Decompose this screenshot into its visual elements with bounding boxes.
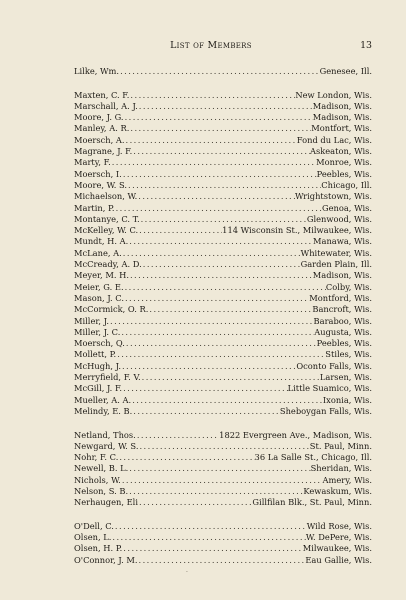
dot-leader xyxy=(128,463,310,474)
member-place: Wild Rose, Wis. xyxy=(306,520,372,531)
dot-leader xyxy=(122,248,301,259)
running-title: List of Members xyxy=(170,40,252,51)
member-name: Netland, Thos. xyxy=(74,429,136,440)
member-place: 1822 Evergreen Ave., Madison, Wis. xyxy=(219,429,372,440)
dot-leader xyxy=(131,395,323,406)
member-name: Mollett, P. xyxy=(74,349,117,360)
member-name: Michaelson, W. xyxy=(74,191,138,202)
member-place: Fond du Lac, Wis. xyxy=(296,134,372,145)
member-name: Manley, A. R. xyxy=(74,123,130,134)
member-place: Eau Gallie, Wis. xyxy=(305,554,372,565)
member-name: Nohr, F. C. xyxy=(74,452,119,463)
member-entry xyxy=(74,452,372,463)
member-place: Glenwood, Wis. xyxy=(306,213,372,224)
member-entry xyxy=(74,157,372,168)
member-name: O'Dell, C. xyxy=(74,520,114,531)
member-entry xyxy=(74,395,372,406)
dot-leader xyxy=(140,214,307,225)
member-place: Colby, Wis. xyxy=(325,281,372,292)
member-place: Larsen, Wis. xyxy=(319,372,372,383)
dot-leader xyxy=(138,225,222,236)
member-entry xyxy=(74,543,372,554)
member-name: Moersch, Q. xyxy=(74,338,125,349)
member-name: Nerhaugen, Eli xyxy=(74,497,138,508)
member-place: Madison, Wis. xyxy=(312,112,372,123)
member-name: Olsen, L. xyxy=(74,532,112,543)
member-place: Oconto Falls, Wis. xyxy=(296,360,372,371)
member-place: Augusta, Wis. xyxy=(314,326,372,337)
member-place: W. DePere, Wis. xyxy=(305,532,372,543)
dot-leader xyxy=(118,452,254,463)
member-name: Newgard, W. S. xyxy=(74,440,139,451)
member-entry xyxy=(74,532,372,543)
member-name: Merryfield, F. V. xyxy=(74,372,141,383)
member-entry xyxy=(74,248,372,259)
member-place: Sheridan, Wis. xyxy=(310,463,372,474)
dot-leader xyxy=(120,327,314,338)
dot-leader xyxy=(129,123,311,134)
member-entry xyxy=(74,293,372,304)
member-entry xyxy=(74,191,372,202)
dot-leader xyxy=(138,441,309,452)
member-place: St. Paul, Minn. xyxy=(309,440,372,451)
member-place: Milwaukee, Wis. xyxy=(302,543,372,554)
member-entry xyxy=(74,383,372,394)
member-entry xyxy=(74,180,372,191)
dot-leader xyxy=(138,101,313,112)
member-entry xyxy=(74,441,372,452)
member-entry xyxy=(74,146,372,157)
member-entry xyxy=(74,135,372,146)
member-place: Ixonia, Wis. xyxy=(322,394,372,405)
member-name: Nelson, S. B. xyxy=(74,485,129,496)
member-name: Moersch, A. xyxy=(74,134,125,145)
dot-leader xyxy=(116,349,325,360)
member-place: Gillfilan Blk., St. Paul, Minn. xyxy=(252,497,372,508)
member-name: Mueller, A. A. xyxy=(74,394,132,405)
member-place: Genesee, Ill. xyxy=(319,66,372,76)
group-spacer xyxy=(74,509,372,521)
member-entry xyxy=(74,497,372,508)
member-entry xyxy=(74,463,372,474)
member-name: Melindy, E. B. xyxy=(74,405,133,416)
dot-leader xyxy=(128,486,303,497)
member-name: Olsen, H. P. xyxy=(74,543,123,554)
dot-leader xyxy=(124,282,326,293)
member-entry xyxy=(74,304,372,315)
dot-leader xyxy=(122,169,317,180)
member-name: Newell, B. L. xyxy=(74,463,129,474)
member-name: Moore, J. G. xyxy=(74,112,124,123)
group-spacer xyxy=(74,417,372,429)
dot-leader xyxy=(119,66,320,77)
member-entry xyxy=(74,203,372,214)
member-entry xyxy=(74,259,372,270)
member-entry xyxy=(74,327,372,338)
member-place: Baraboo, Wis. xyxy=(313,315,372,326)
member-name: McHugh, J. xyxy=(74,360,121,371)
member-entry xyxy=(74,101,372,112)
member-place: Genoa, Wis. xyxy=(321,202,372,213)
dot-leader xyxy=(124,112,313,123)
member-name: McGill, J. F. xyxy=(74,383,123,394)
member-entry xyxy=(74,475,372,486)
member-name: McCormick, O. R. xyxy=(74,304,149,315)
page-header xyxy=(50,40,372,52)
member-entry xyxy=(74,338,372,349)
member-place: Chicago, Ill. xyxy=(321,179,372,190)
member-entry xyxy=(74,169,372,180)
member-place: Montfort, Wis. xyxy=(311,123,372,134)
dot-leader xyxy=(122,383,288,394)
dot-leader xyxy=(148,304,312,315)
member-place: Madison, Wis. xyxy=(312,270,372,281)
member-name: Montanye, C. T. xyxy=(74,213,140,224)
dot-leader xyxy=(122,543,302,554)
dot-leader xyxy=(132,406,280,417)
member-entry xyxy=(74,236,372,247)
member-place: Garden Plain, Ill. xyxy=(300,259,372,270)
dot-leader xyxy=(132,146,310,157)
member-entry xyxy=(74,90,372,101)
member-name: Marty, F. xyxy=(74,157,111,168)
dot-leader xyxy=(138,497,252,508)
member-entry xyxy=(74,123,372,134)
member-place: 114 Wisconsin St., Milwaukee, Wis. xyxy=(222,225,372,236)
member-place: New London, Wis. xyxy=(295,89,372,100)
member-entry xyxy=(74,486,372,497)
dot-leader xyxy=(121,475,323,486)
member-name: Moore, W. S. xyxy=(74,179,128,190)
page-mark: · xyxy=(186,569,188,576)
dot-leader xyxy=(142,259,301,270)
member-name: Maxten, C. F. xyxy=(74,89,130,100)
member-name: O'Connor, J. M. xyxy=(74,554,138,565)
dot-leader xyxy=(141,372,320,383)
member-entry xyxy=(74,112,372,123)
member-place: Peebles, Wis. xyxy=(316,168,372,179)
member-place: Sheboygan Falls, Wis. xyxy=(279,405,372,416)
member-name: Martin, P. xyxy=(74,202,115,213)
member-place: Montford, Wis. xyxy=(309,292,372,303)
member-entry xyxy=(74,282,372,293)
member-name: McLane, A. xyxy=(74,247,122,258)
member-entry xyxy=(74,521,372,532)
dot-leader xyxy=(129,270,313,281)
member-place: Wrightstown, Wis. xyxy=(294,191,372,202)
member-name: Mundt, H. A. xyxy=(74,236,129,247)
member-entry xyxy=(74,66,372,77)
dot-leader xyxy=(127,180,321,191)
dot-leader xyxy=(129,90,295,101)
dot-leader xyxy=(136,430,219,441)
member-entry xyxy=(74,214,372,225)
member-name: Miller, J. xyxy=(74,315,110,326)
member-place: Madison, Wis. xyxy=(312,100,372,111)
member-name: Meier, G. E. xyxy=(74,281,124,292)
member-entry xyxy=(74,225,372,236)
group-spacer xyxy=(74,77,372,89)
member-entry xyxy=(74,430,372,441)
dot-leader xyxy=(125,338,317,349)
dot-leader xyxy=(114,521,307,532)
dot-leader xyxy=(125,135,297,146)
member-list xyxy=(74,66,372,566)
member-name: Moersch, I. xyxy=(74,168,122,179)
member-entry xyxy=(74,361,372,372)
dot-leader xyxy=(115,203,322,214)
member-place: Kewaskum, Wis. xyxy=(303,485,372,496)
member-place: Bancroft, Wis. xyxy=(312,304,372,315)
member-entry xyxy=(74,406,372,417)
member-place: Monroe, Wis. xyxy=(316,157,372,168)
dot-leader xyxy=(137,191,295,202)
member-place: Amery, Wis. xyxy=(322,474,372,485)
dot-leader xyxy=(111,532,305,543)
member-name: Meyer, M. H. xyxy=(74,270,129,281)
dot-leader xyxy=(121,361,296,372)
dot-leader xyxy=(124,293,309,304)
member-name: Lilke, Wm. xyxy=(74,66,120,76)
member-name: Mason, J. C. xyxy=(74,292,124,303)
member-name: Magrane, J. F. xyxy=(74,146,133,157)
member-place: Whitewater, Wis. xyxy=(300,247,372,258)
dot-leader xyxy=(138,555,306,566)
member-place: Peebles, Wis. xyxy=(316,338,372,349)
dot-leader xyxy=(128,236,313,247)
member-entry xyxy=(74,270,372,281)
member-name: McKelley, W. C. xyxy=(74,225,139,236)
member-name: Miller, J. C. xyxy=(74,326,121,337)
member-entry xyxy=(74,349,372,360)
member-entry xyxy=(74,316,372,327)
member-entry xyxy=(74,372,372,383)
page-number: 13 xyxy=(360,40,372,51)
member-name: Marschall, A. J. xyxy=(74,100,138,111)
dot-leader xyxy=(111,157,316,168)
member-name: McCready, A. D. xyxy=(74,259,142,270)
member-place: 36 La Salle St., Chicago, Ill. xyxy=(254,452,372,463)
member-place: Askeaton, Wis. xyxy=(309,146,372,157)
member-name: Nichols, W. xyxy=(74,474,121,485)
dot-leader xyxy=(109,316,314,327)
member-place: Stiles, Wis. xyxy=(325,349,372,360)
member-place: Manawa, Wis. xyxy=(313,236,372,247)
member-entry xyxy=(74,555,372,566)
member-place: Little Suamico, Wis. xyxy=(287,383,372,394)
